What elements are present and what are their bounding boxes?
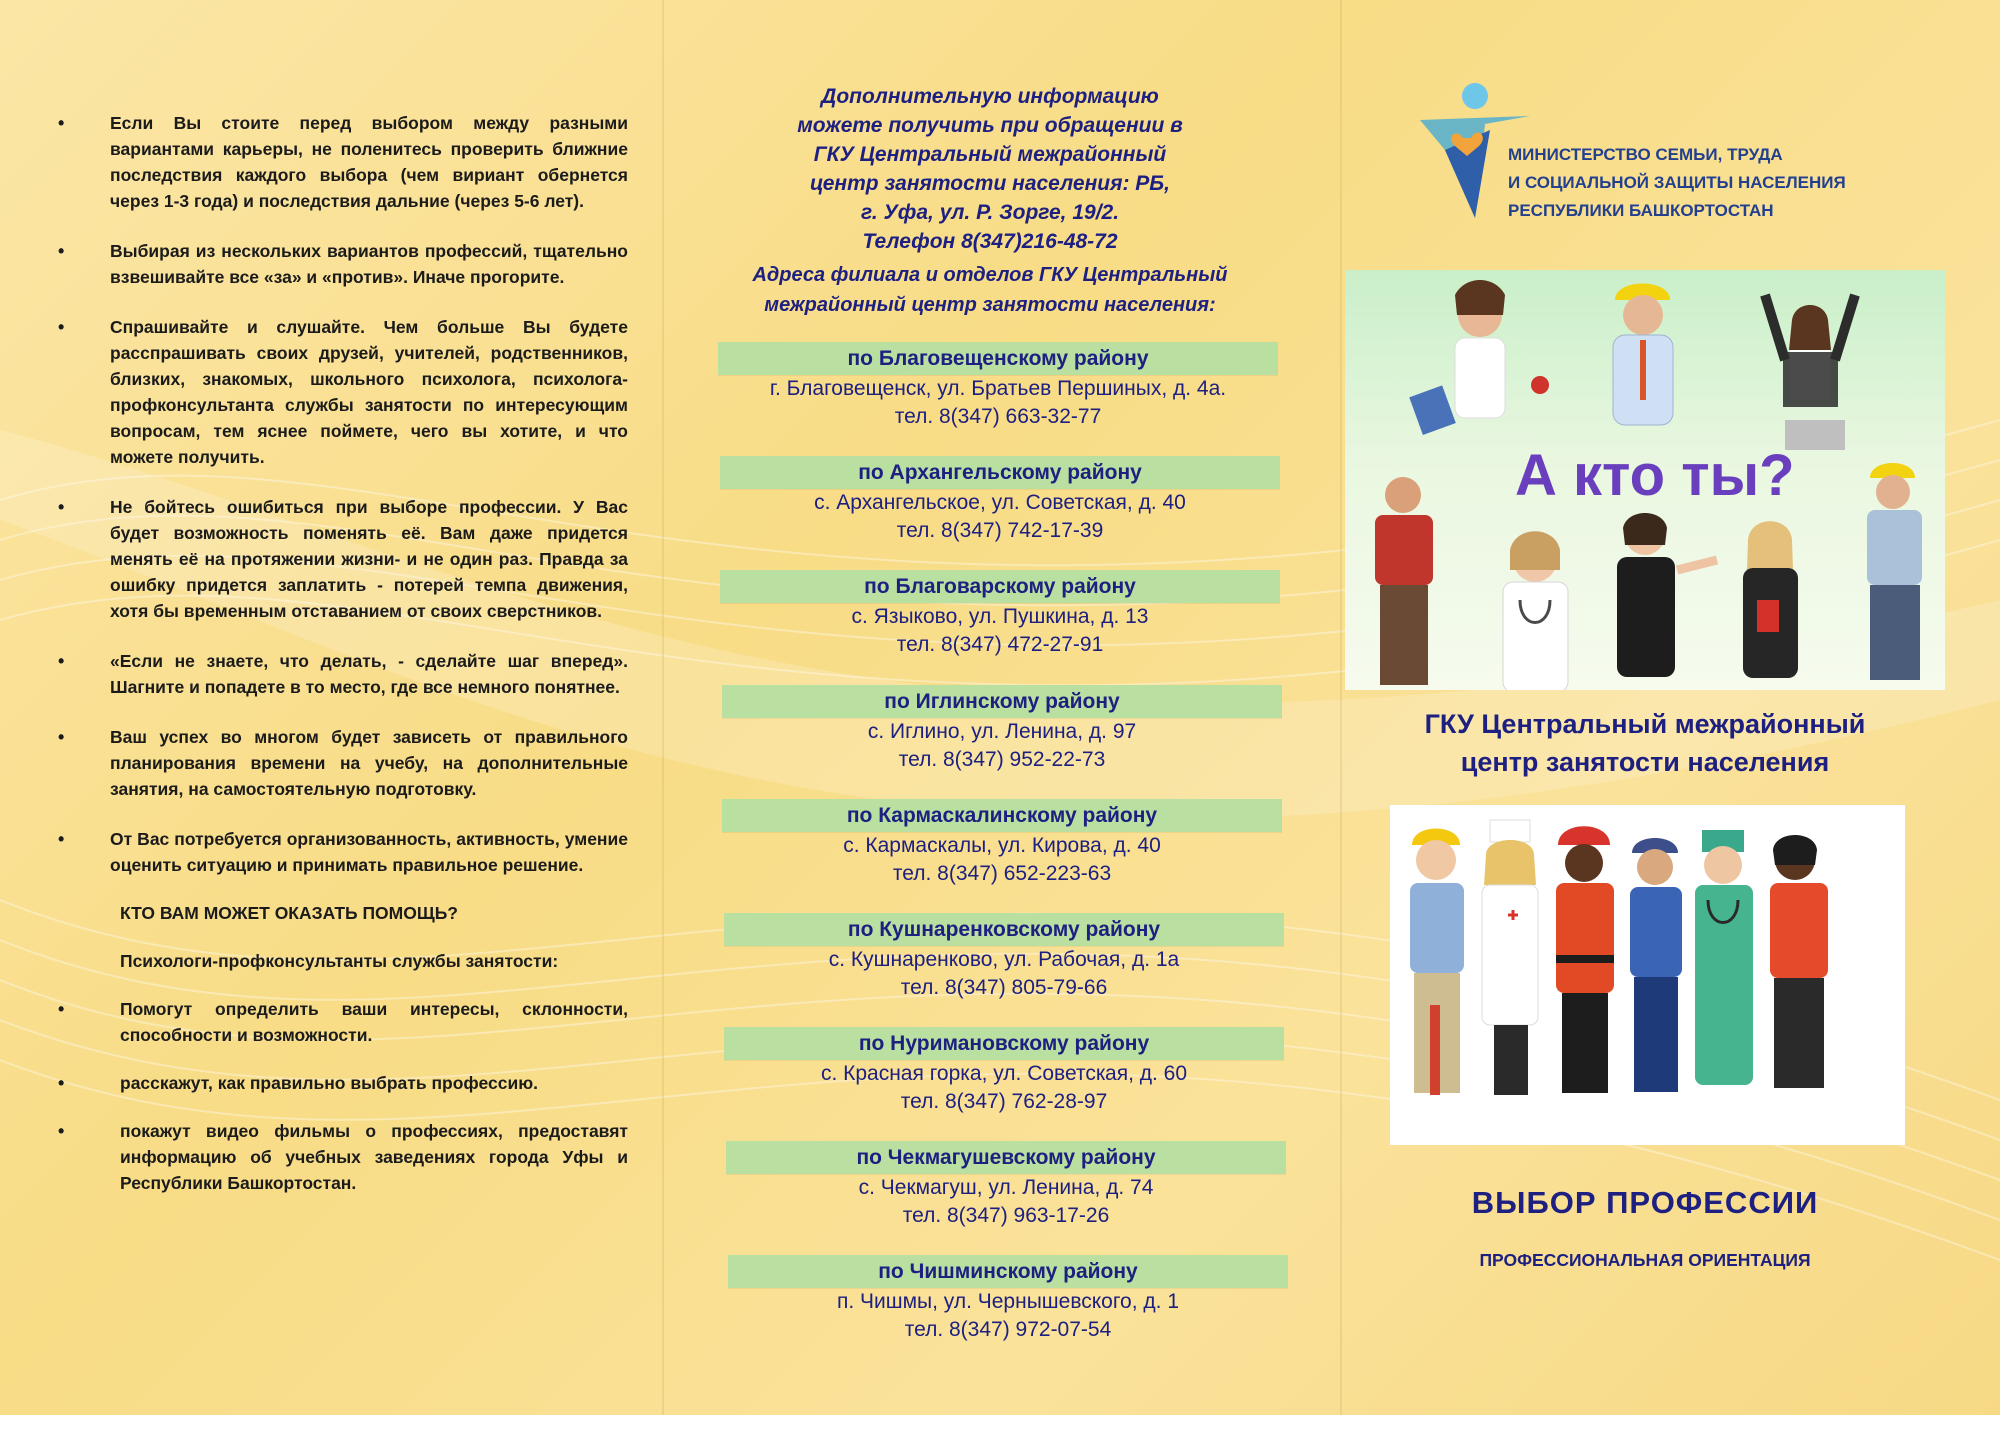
district-name: по Кушнаренковскому району (724, 913, 1284, 946)
help-intro: Психологи-профконсультанты службы занятости: (120, 951, 559, 971)
contact-info-line: г. Уфа, ул. Р. Зорге, 19/2. (860, 201, 1120, 224)
district-name: по Нуримановскому району (724, 1027, 1284, 1060)
tip-item (58, 648, 628, 700)
center-name (1345, 705, 1945, 781)
bullet: • (58, 241, 65, 261)
professions-photo (1345, 270, 1945, 690)
contact-info-line: Дополнительную информацию (821, 85, 1159, 108)
child-figure (1770, 835, 1828, 1088)
district-block (718, 342, 1278, 431)
district-block (722, 685, 1282, 774)
brochure-title: ВЫБОР ПРОФЕССИИ (1471, 1185, 1819, 1220)
children-costumes-illustration (1390, 805, 1905, 1145)
bullet: • (58, 829, 65, 849)
ministry-name-line: И СОЦИАЛЬНОЙ ЗАЩИТЫ НАСЕЛЕНИЯ (1508, 173, 1846, 192)
district-address: с. Архангельское, ул. Советская, д. 40 (814, 491, 1186, 514)
children-photo (1390, 805, 1905, 1145)
child-figure (1630, 838, 1682, 1092)
help-item-text: покажут видео фильмы о профессиях, предоставят информацию об учебных заведениях города Уфы и Республики Башкортостан. (120, 1121, 628, 1193)
tip-text: Спрашивайте и слушайте. Чем больше Вы будете расспрашивать своих друзей, учителей, родственников, близких, знакомых, школьного психолога, психолога-профконсультанта службы занятости по интересующим вопросам, тем яснее поймете, чего вы хотите, и что можете получить. (110, 317, 628, 467)
bullet: • (58, 1121, 65, 1141)
help-question: КТО ВАМ МОЖЕТ ОКАЗАТЬ ПОМОЩЬ? (120, 903, 458, 923)
center-name-line: ГКУ Центральный межрайонный (1424, 709, 1866, 739)
tip-text: «Если не знаете, что делать, - сделайте шаг вперед». Шагните и попадете в то место, где все немного понятнее. (110, 651, 628, 697)
district-address: с. Кармаскалы, ул. Кирова, д. 40 (843, 834, 1161, 857)
contact-info-line: Телефон 8(347)216-48-72 (862, 230, 1118, 253)
tip-text: Если Вы стоите перед выбором между разными вариантами карьеры, не поленитесь проверить ближние последствия каждого выбора (чем вириант обернется через 1-3 года) и последствия дальние (через 5-6 лет). (110, 113, 628, 211)
district-name: по Чекмагушевскому району (726, 1141, 1286, 1174)
person-figure (1765, 295, 1855, 450)
district-address: с. Красная горка, ул. Советскaя, д. 60 (820, 1062, 1188, 1085)
bullet: • (58, 497, 65, 517)
contact-info-line: ГКУ Центральный межрайонный (813, 143, 1167, 166)
addresses-title (690, 260, 1290, 320)
tip-item (58, 494, 628, 624)
bullet: • (58, 999, 65, 1019)
contact-info-line: центр занятости населения: РБ, (809, 172, 1170, 195)
district-phone: тел. 8(347) 963-17-26 (902, 1204, 1110, 1227)
district-phone: тел. 8(347) 652-223-63 (892, 862, 1112, 885)
tip-item (58, 826, 628, 878)
district-name: по Иглинскому району (722, 685, 1282, 718)
district-name: по Архангельскому району (720, 456, 1280, 489)
district-phone: тел. 8(347) 952-22-73 (898, 748, 1106, 771)
person-figure (1617, 513, 1717, 677)
addresses-title-line: Адреса филиала и отделов ГКУ Центральный (752, 264, 1228, 286)
fold-line-left (662, 0, 664, 1415)
tip-item (58, 110, 628, 214)
child-figure (1695, 830, 1753, 1085)
person-figure (1613, 284, 1673, 426)
district-block (724, 1027, 1284, 1116)
help-item (58, 996, 628, 1048)
person-figure (1503, 531, 1568, 690)
person-figure (1743, 521, 1798, 678)
district-block (720, 456, 1280, 545)
district-address: с. Языково, ул. Пушкина, д. 13 (851, 605, 1149, 628)
person-figure (1409, 280, 1549, 435)
district-block (726, 1141, 1286, 1230)
bullet: • (58, 317, 65, 337)
district-address: г. Благовещенск, ул. Братьев Першиных, д. 4а. (769, 377, 1227, 400)
tip-item (58, 724, 628, 802)
district-block (720, 570, 1280, 659)
tips-list (58, 110, 628, 1196)
district-phone: тел. 8(347) 805-79-66 (900, 976, 1108, 999)
ministry-name-line: МИНИСТЕРСТВО СЕМЬИ, ТРУДА (1508, 145, 1783, 164)
person-figure (1867, 463, 1922, 680)
district-name: по Кармаскалинскому району (722, 799, 1282, 832)
fold-line-right (1340, 0, 1342, 1415)
help-item (58, 1070, 628, 1096)
scan-margin (0, 1415, 2000, 1431)
district-phone: тел. 8(347) 742-17-39 (896, 519, 1104, 542)
child-figure (1556, 826, 1614, 1093)
addresses-title-line: межрайонный центр занятости населения: (764, 294, 1216, 316)
contact-info-line: можете получить при обращении в (797, 114, 1183, 137)
child-figure (1410, 829, 1464, 1096)
tip-text: От Вас потребуется организованность, активность, умение оценить ситуацию и принимать правильное решение. (110, 829, 628, 875)
brochure-subtitle: ПРОФЕССИОНАЛЬНАЯ ОРИЕНТАЦИЯ (1479, 1250, 1811, 1270)
person-figure (1375, 477, 1433, 685)
district-phone: тел. 8(347) 663-32-77 (894, 405, 1102, 428)
tip-text: Не бойтесь ошибиться при выборе профессии. У Вас будет возможность поменять её. Вам даже придется менять её на протяжении жизни- и не один раз. Правда за ошибку придется заплатить - потерей темпа движения, хотя бы временным отставанием от своих сверстников. (110, 497, 628, 621)
ministry-name-line: РЕСПУБЛИКИ БАШКОРТОСТАН (1508, 201, 1774, 220)
district-block (724, 913, 1284, 1002)
district-phone: тел. 8(347) 472-27-91 (896, 633, 1104, 656)
bullet: • (58, 651, 65, 671)
professionals-illustration (1345, 270, 1945, 690)
tip-item (58, 238, 628, 290)
district-block (728, 1255, 1288, 1344)
help-item (58, 1118, 628, 1196)
district-address: с. Чекмагуш, ул. Ленина, д. 74 (858, 1176, 1154, 1199)
district-phone: тел. 8(347) 762-28-97 (900, 1090, 1108, 1113)
center-name-line: центр занятости населения (1460, 747, 1830, 777)
district-name: по Благоварскому району (720, 570, 1280, 603)
child-figure (1482, 820, 1538, 1095)
contact-info (690, 82, 1290, 256)
bullet: • (58, 113, 65, 133)
photo-caption: А кто ты? (1515, 443, 1795, 508)
tip-text: Выбирая из нескольких вариантов профессий, тщательно взвешивайте все «за» и «против». Иначе прогорите. (110, 241, 628, 287)
tip-text: Ваш успех во многом будет зависеть от правильного планирования времени на учебу, на дополнительные занятия, на самостоятельную подготовку. (110, 727, 628, 799)
help-item-text: расскажут, как правильно выбрать профессию. (120, 1073, 539, 1093)
district-block (722, 799, 1282, 888)
bullet: • (58, 727, 65, 747)
help-item-text: Помогут определить ваши интересы, склонности, способности и возможности. (120, 999, 628, 1045)
district-address: с. Иглино, ул. Ленина, д. 97 (867, 720, 1137, 743)
ministry-name (1508, 141, 1928, 225)
tip-item (58, 314, 628, 470)
district-name: по Благовещенскому району (718, 342, 1278, 375)
district-name: по Чишминскому району (728, 1255, 1288, 1288)
district-address: п. Чишмы, ул. Чернышевского, д. 1 (836, 1290, 1180, 1313)
district-phone: тел. 8(347) 972-07-54 (904, 1318, 1112, 1341)
bullet: • (58, 1073, 65, 1093)
district-address: с. Кушнаренково, ул. Рабочая, д. 1а (828, 948, 1180, 971)
